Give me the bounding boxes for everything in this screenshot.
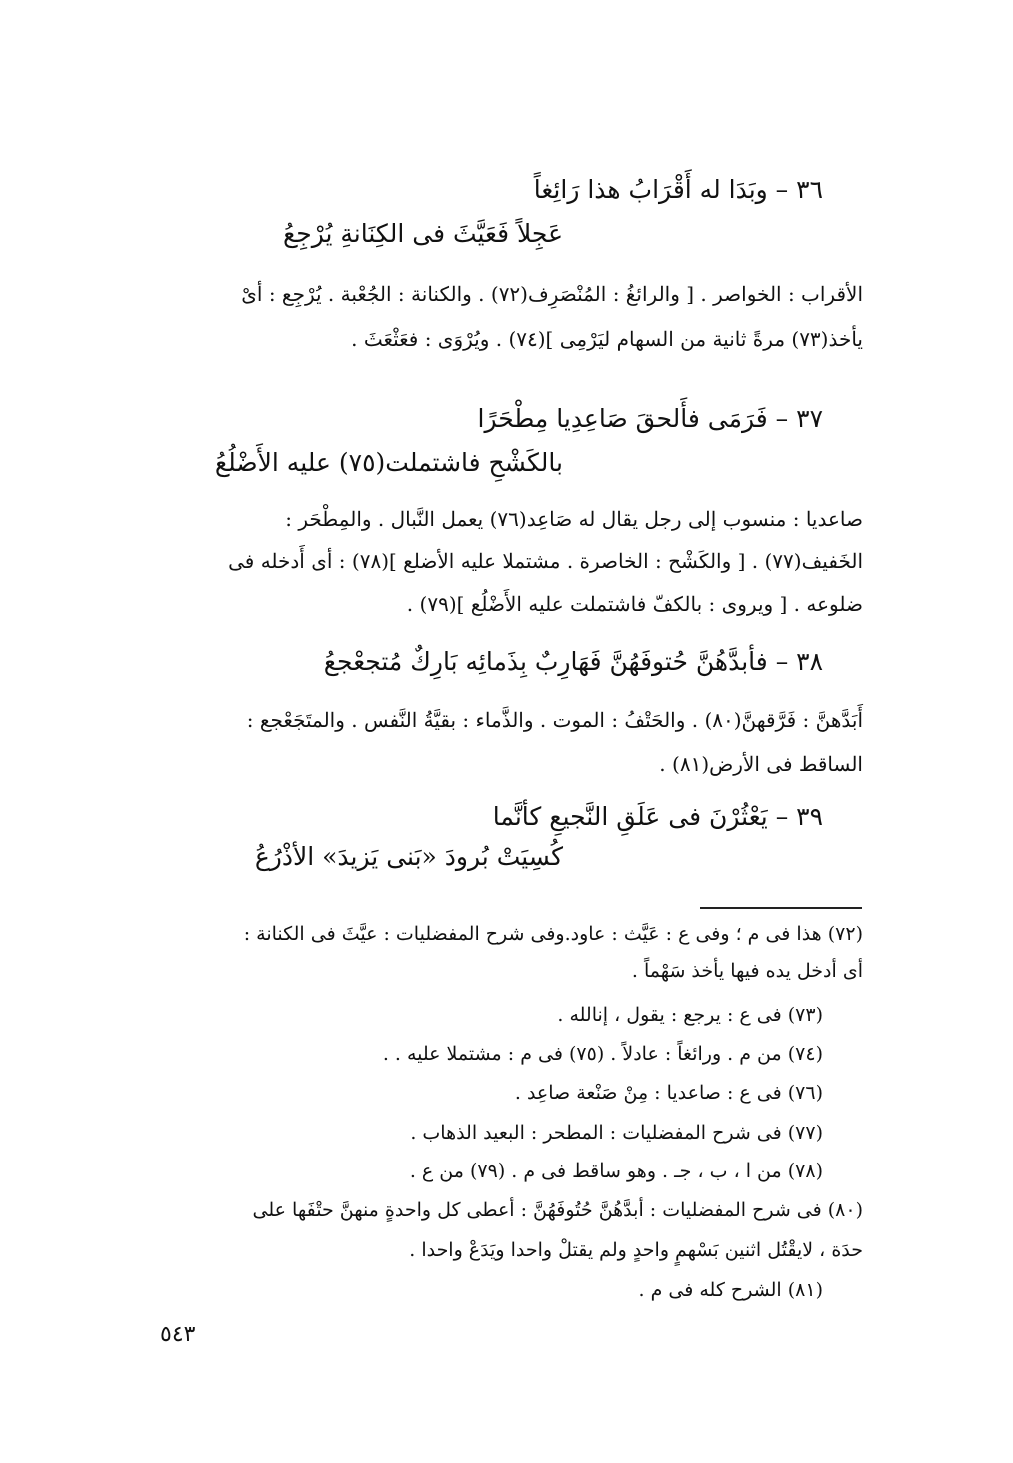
footnote-77: (٧٧) فى شرح المفضليات : المطحر : البعيد الذهاب . bbox=[410, 1122, 823, 1144]
note-38-line-2: الساقط فى الأرض(٨١) . bbox=[659, 752, 863, 776]
verse-39-line-2: كُسِيَتْ بُرودَ «بَنى يَزيدَ» الأذْرُعُ bbox=[254, 842, 563, 871]
footnote-78-79: (٧٨) من ا ، ب ، جـ . وهو ساقط فى م . (٧٩) من ع . bbox=[409, 1160, 823, 1182]
footnote-72-line-2: أى أدخل يده فيها يأخذ سَهْماً . bbox=[631, 960, 863, 982]
footnote-separator bbox=[700, 907, 862, 909]
footnote-80-line-2: حدَة ، لايقْتُل اثنين بَسْهمٍ واحدٍ ولم يقتلْ واحدا ويَدَعْ واحدا . bbox=[409, 1239, 863, 1261]
footnote-74-75: (٧٤) من م . ورائغاً : عادلاً . (٧٥) فى م : مشتملا عليه . . bbox=[382, 1043, 823, 1065]
footnote-72-line-1: (٧٢) هذا فى م ؛ وفى ع : عَيَّث : عاود.وفى شرح المفضليات : عيَّثَ فى الكنانة : bbox=[243, 923, 863, 945]
verse-39-line-1: ٣٩ – يَعْثُرْنَ فى عَلَقِ النَّجيعِ كأنَّما bbox=[492, 802, 823, 831]
footnote-73: (٧٣) فى ع : يرجع : يقول ، إنالله . bbox=[557, 1004, 823, 1026]
page-number: ٥٤٣ bbox=[160, 1322, 196, 1347]
note-37-line-1: صاعديا : منسوب إلى رجل يقال له صَاعِد(٧٦) يعمل النَّبال . والمِطْحَر : bbox=[285, 507, 863, 531]
verse-36-line-2: عَجِلاً فَعَيَّثَ فى الكِنَانةِ يُرْجِعُ bbox=[282, 219, 563, 248]
footnote-76: (٧٦) فى ع : صاعديا : مِنْ صَنْعة صاعِد . bbox=[514, 1082, 823, 1104]
note-38-line-1: أَبَدَّهنَّ : فَرَّقهنَّ(٨٠) . والحَتْفُ : الموت . والذَّماء : بقيَّةُ النَّفس . والمتَجَعْجع : bbox=[246, 708, 863, 732]
note-36-line-2: يأخذ(٧٣) مرةً ثانية من السهام ليَرْمِى ](٧٤) . ويُرْوَى : فعَثْعَثَ . bbox=[351, 327, 863, 351]
verse-36-line-1: ٣٦ – وبَدَا له أَقْرَابُ هذا رَائِغاً bbox=[533, 175, 823, 204]
footnote-81: (٨١) الشرح كله فى م . bbox=[638, 1279, 823, 1301]
note-37-line-2: الخَفيف(٧٧) . [ والكَشْح : الخاصرة . مشتملا عليه الأضلع ](٧٨) : أى أَدخله فى bbox=[228, 549, 863, 573]
verse-37-line-2: بالكَشْحِ فاشتملت(٧٥) عليه الأَضْلُعُ bbox=[214, 448, 563, 477]
verse-37-line-1: ٣٧ – فَرَمَى فأَلحقَ صَاعِدِيا مِطْحَرًا bbox=[477, 404, 823, 433]
note-36-line-1: الأقراب : الخواصر . [ والرائغُ : المُنْصَرِف(٧٢) . والكنانة : الجُعْبة . يُرْجِع : أىْ bbox=[241, 282, 863, 306]
note-37-line-3: ضلوعه . [ ويروى : بالكفّ فاشتملت عليه الأَضْلُع ](٧٩) . bbox=[406, 592, 863, 616]
verse-38-line-1: ٣٨ – فأبدَّهُنَّ حُتوفَهُنَّ فَهَارِبٌ بِذَمائِه بَارِكٌ مُتجعْجعُ bbox=[323, 647, 823, 676]
footnote-80-line-1: (٨٠) فى شرح المفضليات : أبدَّهُنَّ حُتُوفَهُنَّ : أعطى كل واحدةٍ منهنَّ حتْفَها على bbox=[252, 1199, 863, 1221]
